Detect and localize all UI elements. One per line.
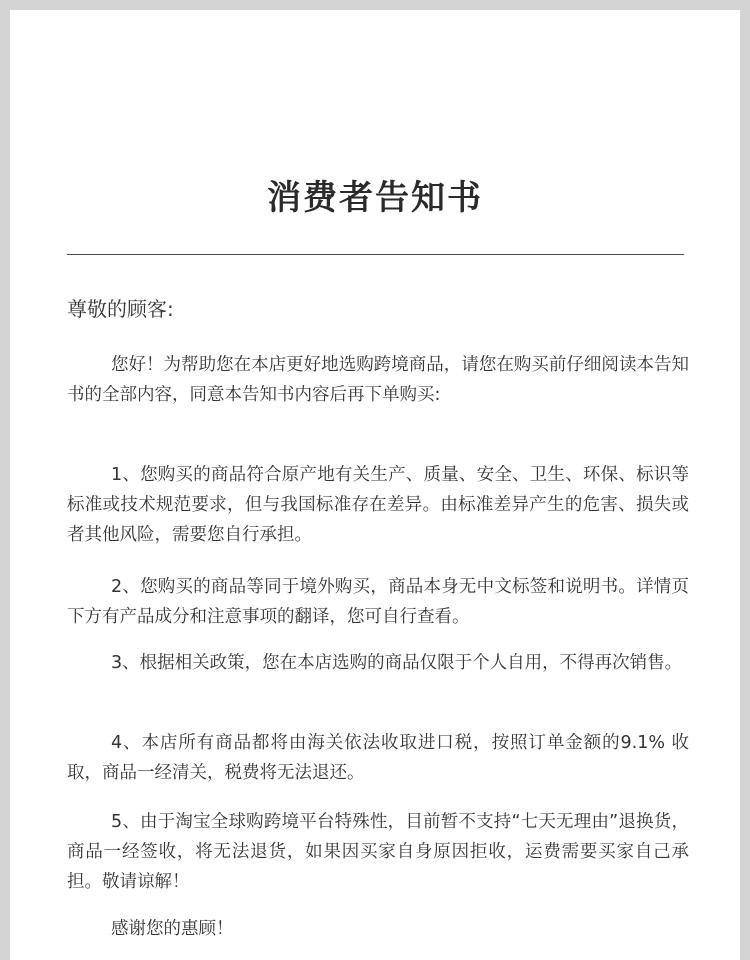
notice-item-1: 1、您购买的商品符合原产地有关生产、质量、安全、卫生、环保、标识等标准或技术规范要求，但与我国标准存在差异。由标准差异产生的危害、损失或者其他风险，需要您自行承担。 [67, 465, 689, 545]
intro-paragraph: 您好！为帮助您在本店更好地选购跨境商品，请您在购买前仔细阅读本告知书的全部内容，同意本告知书内容后再下单购买: [67, 355, 689, 405]
notice-item-3: 3、根据相关政策，您在本店选购的商品仅限于个人自用，不得再次销售。 [111, 653, 683, 673]
notice-item-2: 2、您购买的商品等同于境外购买，商品本身无中文标签和说明书。详情页下方有产品成分和注意事项的翻译，您可自行查看。 [67, 577, 689, 627]
notice-item-5: 5、由于淘宝全球购跨境平台特殊性，目前暂不支持“七天无理由”退换货，商品一经签收，将无法退货，如果因买家自身原因拒收，运费需要买家自己承担。敬请谅解！ [67, 812, 689, 892]
thanks-line: 感谢您的惠顾！ [111, 919, 234, 939]
notice-page [10, 10, 740, 960]
title-divider [67, 254, 684, 255]
notice-item-4: 4、本店所有商品都将由海关依法收取进口税，按照订单金额的9.1% 收取，商品一经清关，税费将无法退还。 [67, 733, 689, 783]
greeting: 尊敬的顾客: [67, 297, 174, 321]
page-title: 消费者告知书 [267, 178, 483, 218]
